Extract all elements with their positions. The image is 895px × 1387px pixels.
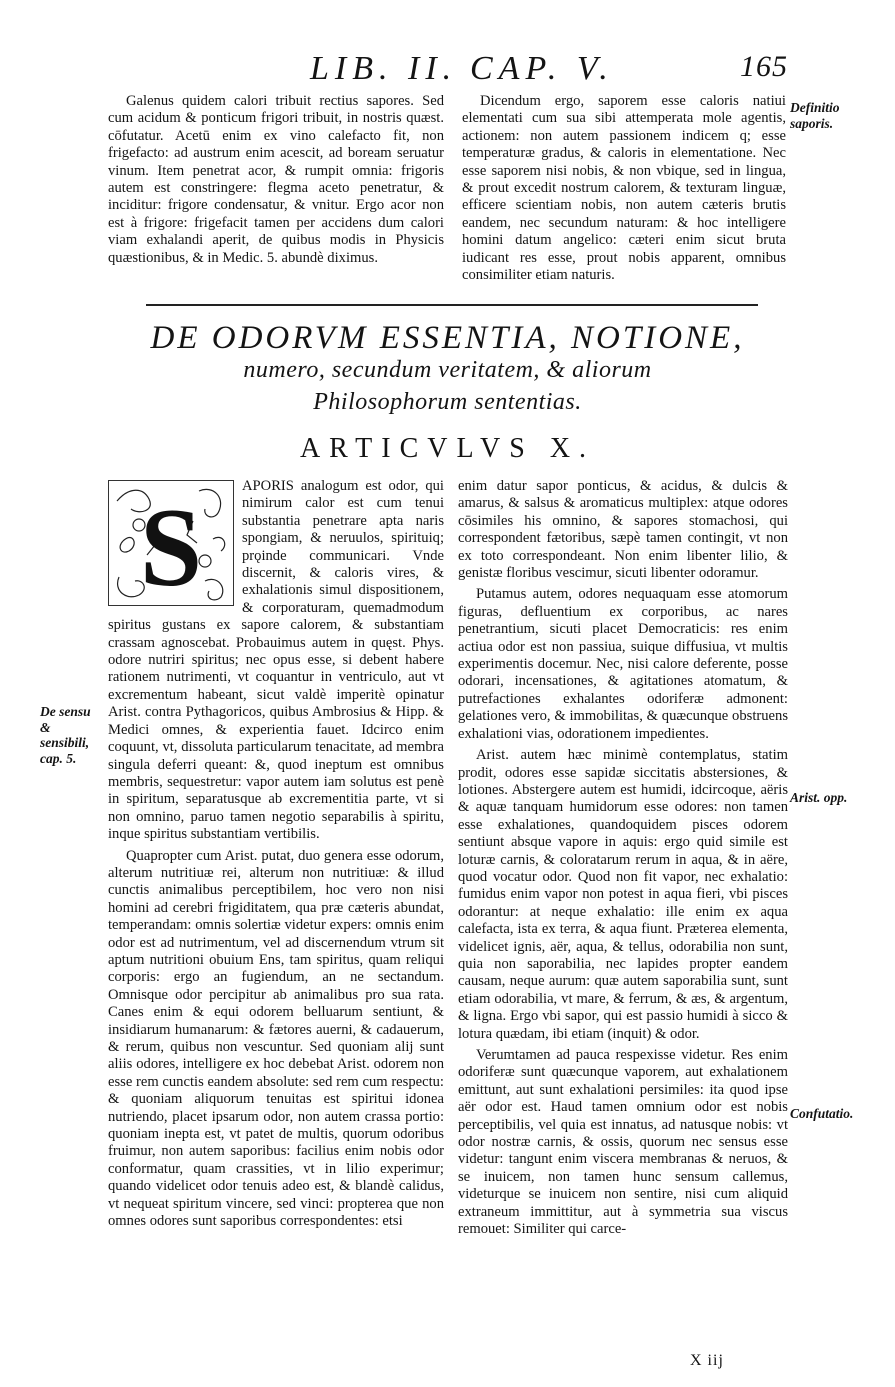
page-number: 165	[740, 50, 788, 83]
paragraph: Dicendum ergo, saporem esse caloris natiui elementati cum sua sibi attemperata mole agentis, actionem: non autem passionem indicem q; esse temperaturæ gradus, & caloris in elementatione. Nec esse saporem nisi nobis, & non vbique, sed in lingua, & prout excedit nostrum calorem, & texturam linguæ, efficere scientiam nobis, non autem cæteris brutis eandem, nec secundum naturam: & hoc intelligere homini datum angelico: cæteri enim sicut bruta iudicant res esse, prout nobis apparent, omnibus consimiliter etiam naturis.	[462, 93, 786, 284]
paragraph: APORIS analogum est odor, qui nimirum calor est cum tenui substantia penetrare apta naris spongiam, & neruulos, spirituiq; prǫinde communicari. Vnde discernit, & caloris vires, & exhalationis simul dispositionem, & corporaturam, quemadmodum spiritus gustans ex sapore calorem, & substantiam crassam agnoscebat. Probauimus autem in quęst. Phys. odore nutriri spiritus; nec opus esse, si debent habere rationem nutrimenti, vt coquantur in ventriculo, aut vt excrementum habeant, sicut valdè imperitè opinatur Arist. contra Pythagoricos, quibus Ambrosius & Hipp. & Medici omnes, & experientia fauet. Idcirco enim coquunt, vt, dissoluta particularum tenacitate, ad membra singula deferri queant: &, quod ineptum est omnibus membris, sequestretur: vapor autem iam solutus est penè in spiritum, separatusque ab excrementitia parte, vt si non omnino, paruo tamen negotio separabilis à spiritu, inque spiritus substantiam vertibilis.	[108, 478, 444, 843]
header-chapter: CAP. V.	[470, 50, 614, 87]
top-left-column	[108, 93, 444, 271]
paragraph: Putamus autem, odores nequaquam esse atomorum figuras, defluentium ex corporibus, ac nares penetrantium, sicuti placet Democraticis: res enim actiua odor est non passiua, suique diffusiua, vt multis experimentis docemur. Nec, nisi calore deferente, posse odorari, incensationes, & agitationes atomatum, & putrefactiones exhalantes odoriferæ admonent: gelationes vero, & immobilitas, & quæcunque obstruens exhalationi vias, odorationem impedientes.	[458, 586, 788, 742]
paragraph: Galenus quidem calori tribuit rectius sapores. Sed cum acidum & ponticum frigori tribuit, in nostris quæst. cōfutatur. Acetū enim ex vino calefacto fit, non frigefacto: ad austrum enim acescit, ad boream seruatur vinum. Item penetrat acor, & rumpit omnia: frigoris autem est constringere: flegma aceto penetratur, & inciditur: frigore condensatur, & vnitur. Ergo acor non est à frigore: frigefacit tamen per accidens dum calori viam exhalandi aperit, de quibus modis in Physicis quæstionibus, & in Medic. 5. abundè diximus.	[108, 93, 444, 266]
margin-note-arist: Arist. opp.	[790, 790, 848, 805]
paragraph: Quapropter cum Arist. putat, duo genera esse odorum, alterum nutritiuæ rei, alterum non nutritiuæ: & illud cunctis animalibus perceptibilem, hoc vero non nisi homini ad cerebri frigiditatem, qua præ cæteris abundat, temperandam: omnis solertiæ videtur expers: omnis enim odor est ad nutrimentum, vel ad discernendum vtrum sit aptum nutritioni obuium Ens, tam spiritus, quam reliqui corporis: ergo an fugiendum, an ne sectandum. Omnisque odor percipitur ab animalibus pro sua rata. Canes enim & equi odorem belluarum sentiunt, & insidiarum humanarum: & fætores auerni, & cadauerum, & rerum, quibus non vescuntur. Sed quoniam alij sunt aliis odores, intelligere ex hoc debebat Arist. odorem non esse rem cunctis eandem absolute: sed rem cum respectu: & quoniam aliquorum tenuitas est spiritui idonea nutriendo, placet ipsarum odor, non autem crassa portio: quoniam inepta est, vt patet de multis, quorum odoribus fruimur, non autem saporibus: facilius enim nobis odor conformatur, quam crassities, vt in lilio experimur; quando videlicet odor tenuis adeo est, & blandè calidus, vt nequeat spiritum vincere, sed vinci: propterea que non omnes odores sunt saporibus correspondentes: etsi	[108, 847, 444, 1230]
margin-note-definition: Definitio saporis.	[790, 100, 840, 131]
top-right-column	[462, 93, 786, 288]
margin-note-confutation: Confutatio.	[790, 1106, 854, 1121]
running-head	[0, 50, 895, 90]
ornament-icon	[109, 481, 233, 605]
section-title-line-2: numero, secundum veritatem, & aliorum	[243, 357, 652, 383]
paragraph: enim datur sapor ponticus, & acidus, & dulcis & amarus, & salsus & aromaticus multiplex: atque odores cōsimiles his omnino, & sapores stomachosi, qui correspondent fætoribus, sæpè tamen contingit, vt non ex toto correspondeant. Non enim libenter lilio, & genistæ floribus vescimur, sicuti libenter odoramur.	[458, 478, 788, 582]
signature-mark: X iij	[690, 1352, 724, 1369]
section-title-line-1: DE ODORVM ESSENTIA, NOTIONE,	[150, 320, 745, 356]
section-title-line-3: Philosophorum sententias.	[313, 389, 582, 415]
paragraph: Verumtamen ad pauca respexisse videtur. Res enim odoriferæ sunt quæcunque vaporem, aut exhalationem emittunt, aut sunt exhalationi persimiles: ita quod ipse aër odor est. Haud tamen omnium odor est nobis perceptibilis, vel quia est innatus, ad natusque nobis: vt odor nostræ carnis, & ossis, quorum nec sensus esse videtur: tangunt enim viscera membranas & neruos, & se inuicem, non tamen hunc sensum callemus, videturque se inuicem non sentire, nisi cum aliquid extraneum immittitur, aut à symmetria sua viscus remouet: Similiter qui carce-	[458, 1047, 788, 1238]
header-book: LIB. II.	[310, 50, 458, 87]
svg-text:S: S	[139, 486, 203, 605]
margin-note-reference: De sensu & sensibili, cap. 5.	[40, 704, 91, 766]
paragraph: Arist. autem hæc minimè contemplatus, statim prodit, odores esse sapidæ siccitatis abstersiones, & lotiones. Abstergere autem est humidi, idcircoque, aëris & aquæ tanquam humidorum esse odores: non tamen esse exhalationes, quandoquidem pisces odorem sentiunt absque vapore in aquis: ergo quid simile est loturæ carnis, & coloratarum rerum in aqua, & in aëre, quod vocatur odor. Quod non fit vapor, nec exhalatio: fumidus enim vapor non potest in aqua fieri, vbi pisces odorantur: at neque exhalatio: ille enim ex aqua calefacta, ista ex terra, & aqua fiunt. Præterea elementa, videlicet ignis, aër, aqua, & tellus, odorabilia non sunt, quia non saporabilia, nec lapides propter eandem causam, neque aurum: quæ autem saporabilia sunt, sunt etiam odorabilia, vt mare, & ferrum, & æs, & argentum, & ligna. Ergo vbi sapor, qui est passio humidi à sicco & lotura quædam, ibi etiam (inquit) & odor.	[458, 747, 788, 1042]
body-right-column	[458, 478, 788, 1242]
decorated-initial	[108, 480, 234, 606]
body-left-column	[108, 478, 444, 1234]
section-divider	[146, 304, 758, 306]
article-heading: ARTICVLVS X.	[299, 433, 596, 464]
